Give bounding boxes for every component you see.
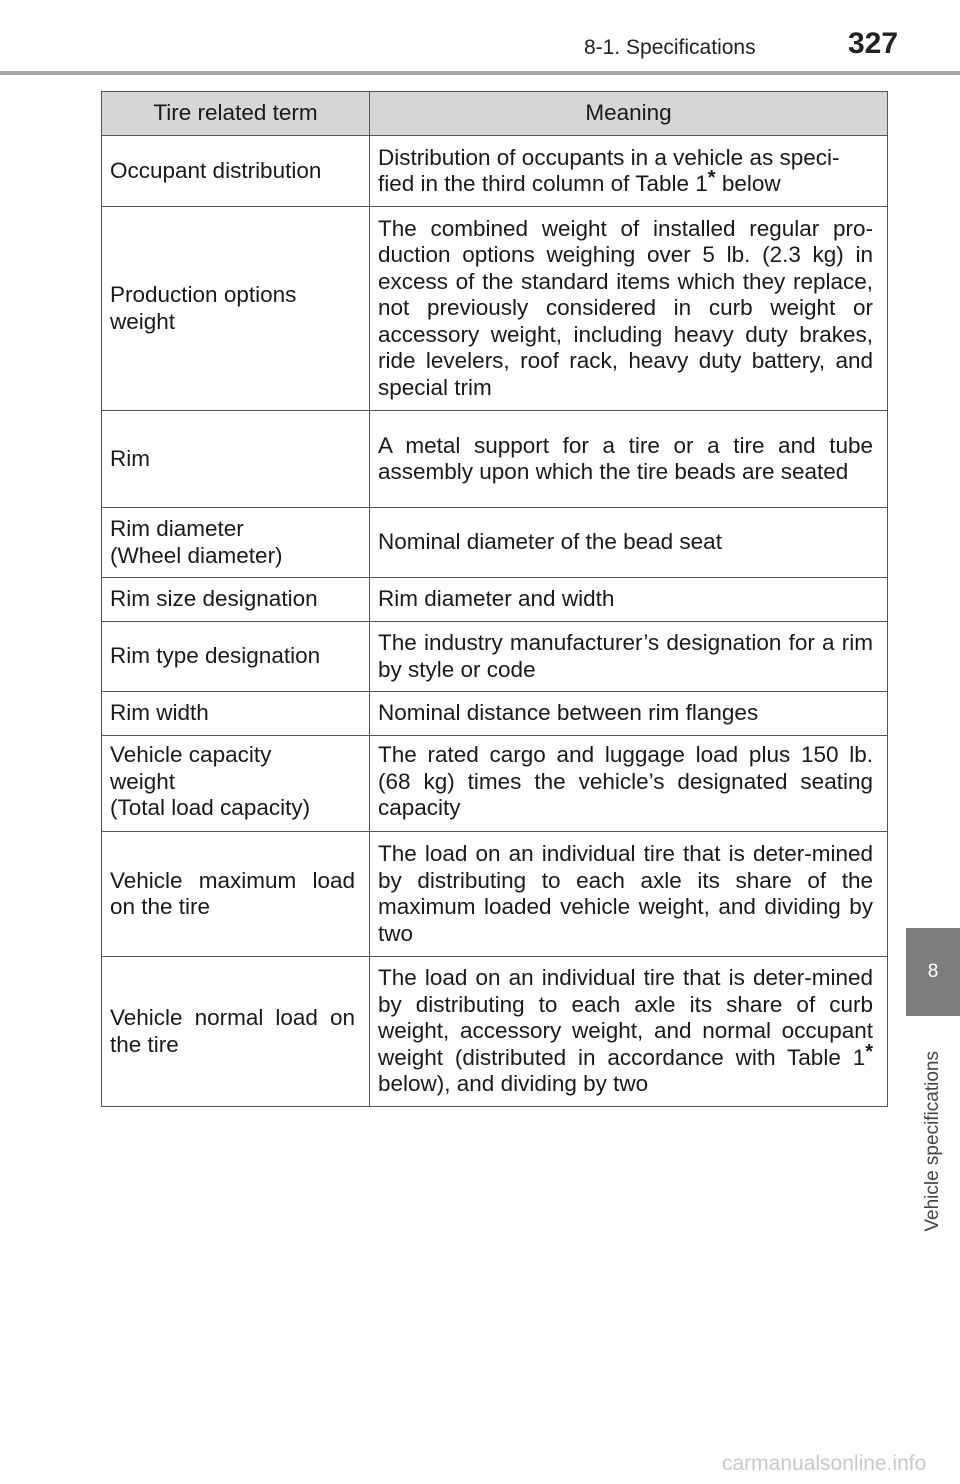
meaning-cell [370, 207, 888, 411]
term-text: weight [110, 308, 176, 334]
term-cell [102, 411, 370, 508]
term-cell [102, 578, 370, 622]
term-cell [102, 692, 370, 736]
term-text: Production options [110, 282, 297, 307]
term-text: (Total load capacity) [110, 795, 311, 820]
watermark: carmanualsonline.info [722, 1452, 927, 1475]
footnote-asterisk: * [707, 167, 716, 189]
table-row [102, 136, 888, 207]
term-cell [102, 136, 370, 207]
meaning-text: Distribution of occupants in a vehicle as speci- [378, 144, 840, 170]
footnote-asterisk: * [865, 1040, 873, 1063]
table-row [102, 411, 888, 508]
chapter-side-title-text: Vehicle specifications [922, 1050, 943, 1232]
table-row [102, 832, 888, 957]
term-text: Rim diameter [110, 516, 244, 541]
meaning-cell [370, 736, 888, 832]
chapter-tab[interactable] [906, 928, 960, 1016]
table-row [102, 622, 888, 692]
term-text: weight [110, 768, 176, 794]
term-cell [102, 736, 370, 832]
term-text: Occupant distribution [110, 157, 322, 183]
column-header-term: Tire related term [102, 92, 370, 136]
term-cell [102, 957, 370, 1107]
meaning-cell [370, 578, 888, 622]
term-text: Rim type designation [110, 643, 321, 669]
chapter-side-title [906, 1016, 960, 1266]
meaning-text: Nominal diameter of the bead seat [378, 529, 722, 555]
meaning-cell [370, 957, 888, 1107]
term-text: Vehicle normal load on the tire [110, 1005, 355, 1057]
meaning-text: The industry manufacturer’s designation for a rim by style or code [378, 630, 873, 682]
term-text: Vehicle capacity [110, 742, 272, 767]
table-row [102, 736, 888, 832]
table-row [102, 578, 888, 622]
chapter-tab-number: 8 [927, 961, 939, 982]
meaning-text: The rated cargo and luggage load plus 150 lb. (68 kg) times the vehicle’s designated seating capacity [378, 742, 873, 820]
meaning-text: A metal support for a tire or a tire and tube assembly upon which the tire beads are seated [378, 432, 873, 484]
meaning-text: Nominal distance between rim flanges [378, 700, 759, 726]
term-cell [102, 508, 370, 578]
term-text: Rim width [110, 700, 209, 726]
term-text: Vehicle maximum load on the tire [110, 867, 355, 919]
tire-terms-table [101, 91, 888, 1107]
term-cell [102, 622, 370, 692]
meaning-text: below [715, 171, 781, 196]
table-row [102, 692, 888, 736]
term-text: (Wheel diameter) [110, 542, 283, 568]
meaning-cell [370, 692, 888, 736]
section-title: 8-1. Specifications [584, 36, 756, 59]
meaning-cell [370, 832, 888, 957]
page-number: 327 [848, 27, 899, 60]
meaning-cell [370, 411, 888, 508]
table-header-row [102, 92, 888, 136]
meaning-cell [370, 622, 888, 692]
term-text: Rim size designation [110, 586, 318, 612]
meaning-text: below), and dividing by two [378, 1071, 649, 1097]
meaning-text: The combined weight of installed regular pro-duction options weighing over 5 lb. (2.3 kg) in excess of the standard items which they replace, not previously considered in curb weight or accessory weight, including heavy duty brakes, ride levelers, roof rack, heavy duty battery, and special trim [378, 215, 873, 400]
meaning-text: fied in the third column of Table 1 [378, 171, 708, 196]
meaning-cell [370, 508, 888, 578]
table-row [102, 207, 888, 411]
meaning-cell [370, 136, 888, 207]
term-text: Rim [110, 445, 150, 471]
meaning-text: Rim diameter and width [378, 586, 615, 612]
table-row [102, 957, 888, 1107]
table-row [102, 508, 888, 578]
meaning-text: The load on an individual tire that is deter-mined by distributing to each axle its share of curb weight, accessory weight, and normal occupant weight (distributed in accordance with Table 1 [378, 965, 873, 1070]
term-cell [102, 207, 370, 411]
header-divider [0, 71, 960, 75]
column-header-meaning: Meaning [370, 92, 888, 136]
meaning-text: The load on an individual tire that is deter-mined by distributing to each axle its share of the maximum loaded vehicle weight, and dividing by two [378, 841, 873, 946]
term-cell [102, 832, 370, 957]
